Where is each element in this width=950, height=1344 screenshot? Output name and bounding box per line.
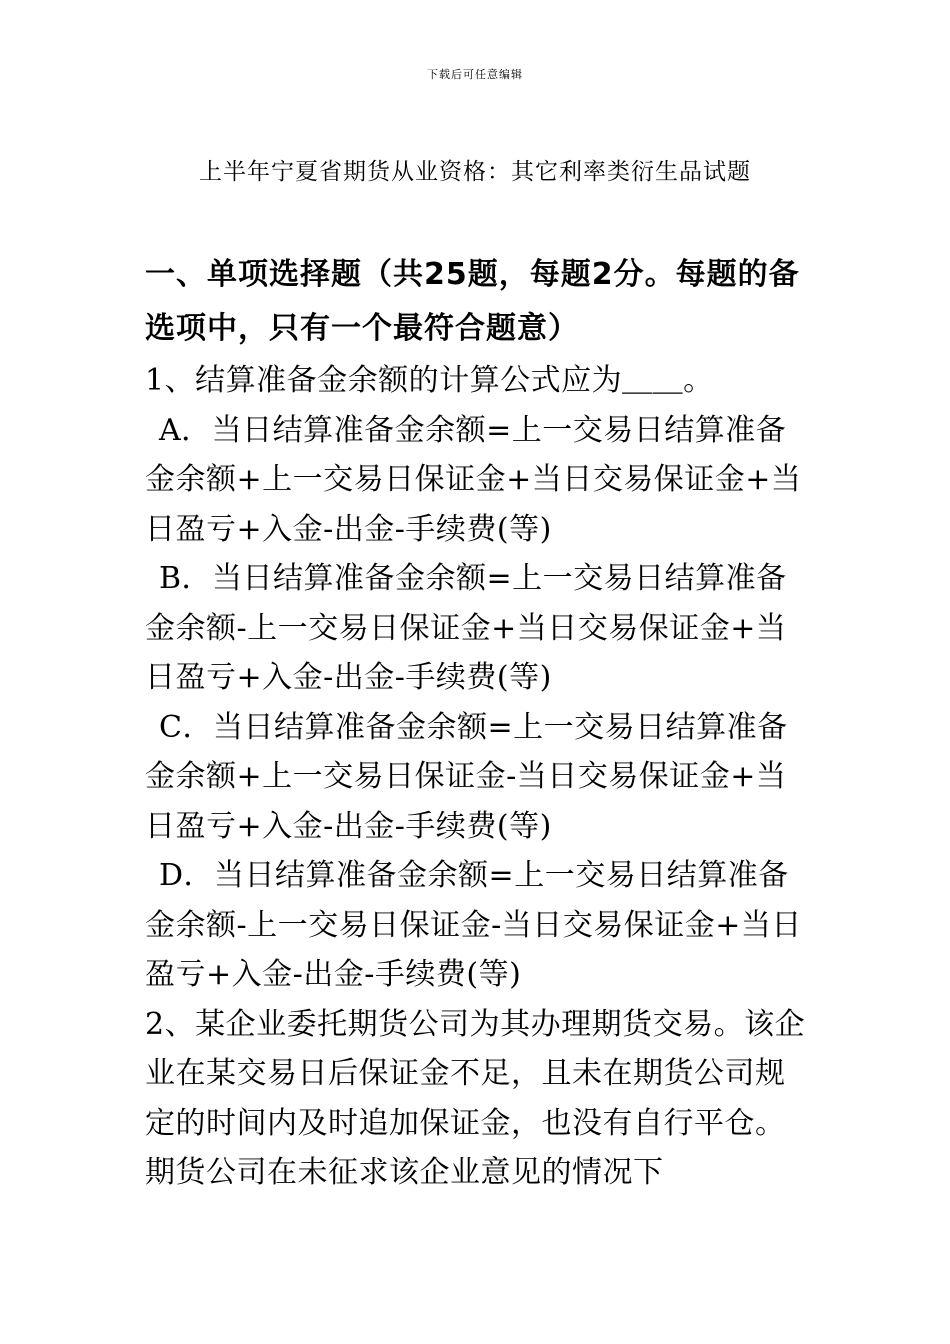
- question-2-stem: 2、某企业委托期货公司为其办理期货交易。该企业在某交易日后保证金不足，且未在期货公司规定的时间内及时追加保证金，也没有自行平仓。期货公司在未征求该企业意见的情况下: [145, 1006, 806, 1190]
- question-1-option-a: A．当日结算准备金余额=上一交易日结算准备金余额+上一交易日保证金+当日交易保证金+当日盈亏+入金-出金-手续费(等): [145, 412, 802, 547]
- question-1-option-b: B．当日结算准备金余额=上一交易日结算准备金余额-上一交易日保证金+当日交易保证金+当日盈亏+入金-出金-手续费(等): [145, 561, 787, 695]
- section-heading: 一、单项选择题（共25题，每题2分。每题的备选项中，只有一个最符合题意）: [145, 257, 800, 346]
- question-1-option-c: C．当日结算准备金余额=上一交易日结算准备金余额+上一交易日保证金-当日交易保证金+当日盈亏+入金-出金-手续费(等): [145, 709, 788, 844]
- question-1-stem: 1、结算准备金余额的计算公式应为＿＿。: [145, 363, 714, 398]
- document-title: 上半年宁夏省期货从业资格：其它利率类衍生品试题: [199, 159, 751, 185]
- header-note: 下载后可任意编辑: [427, 68, 523, 81]
- document-body: [145, 248, 815, 1198]
- question-1-option-d: D．当日结算准备金余额=上一交易日结算准备金余额-上一交易日保证金-当日交易保证金+当日盈亏+入金-出金-手续费(等): [145, 858, 802, 992]
